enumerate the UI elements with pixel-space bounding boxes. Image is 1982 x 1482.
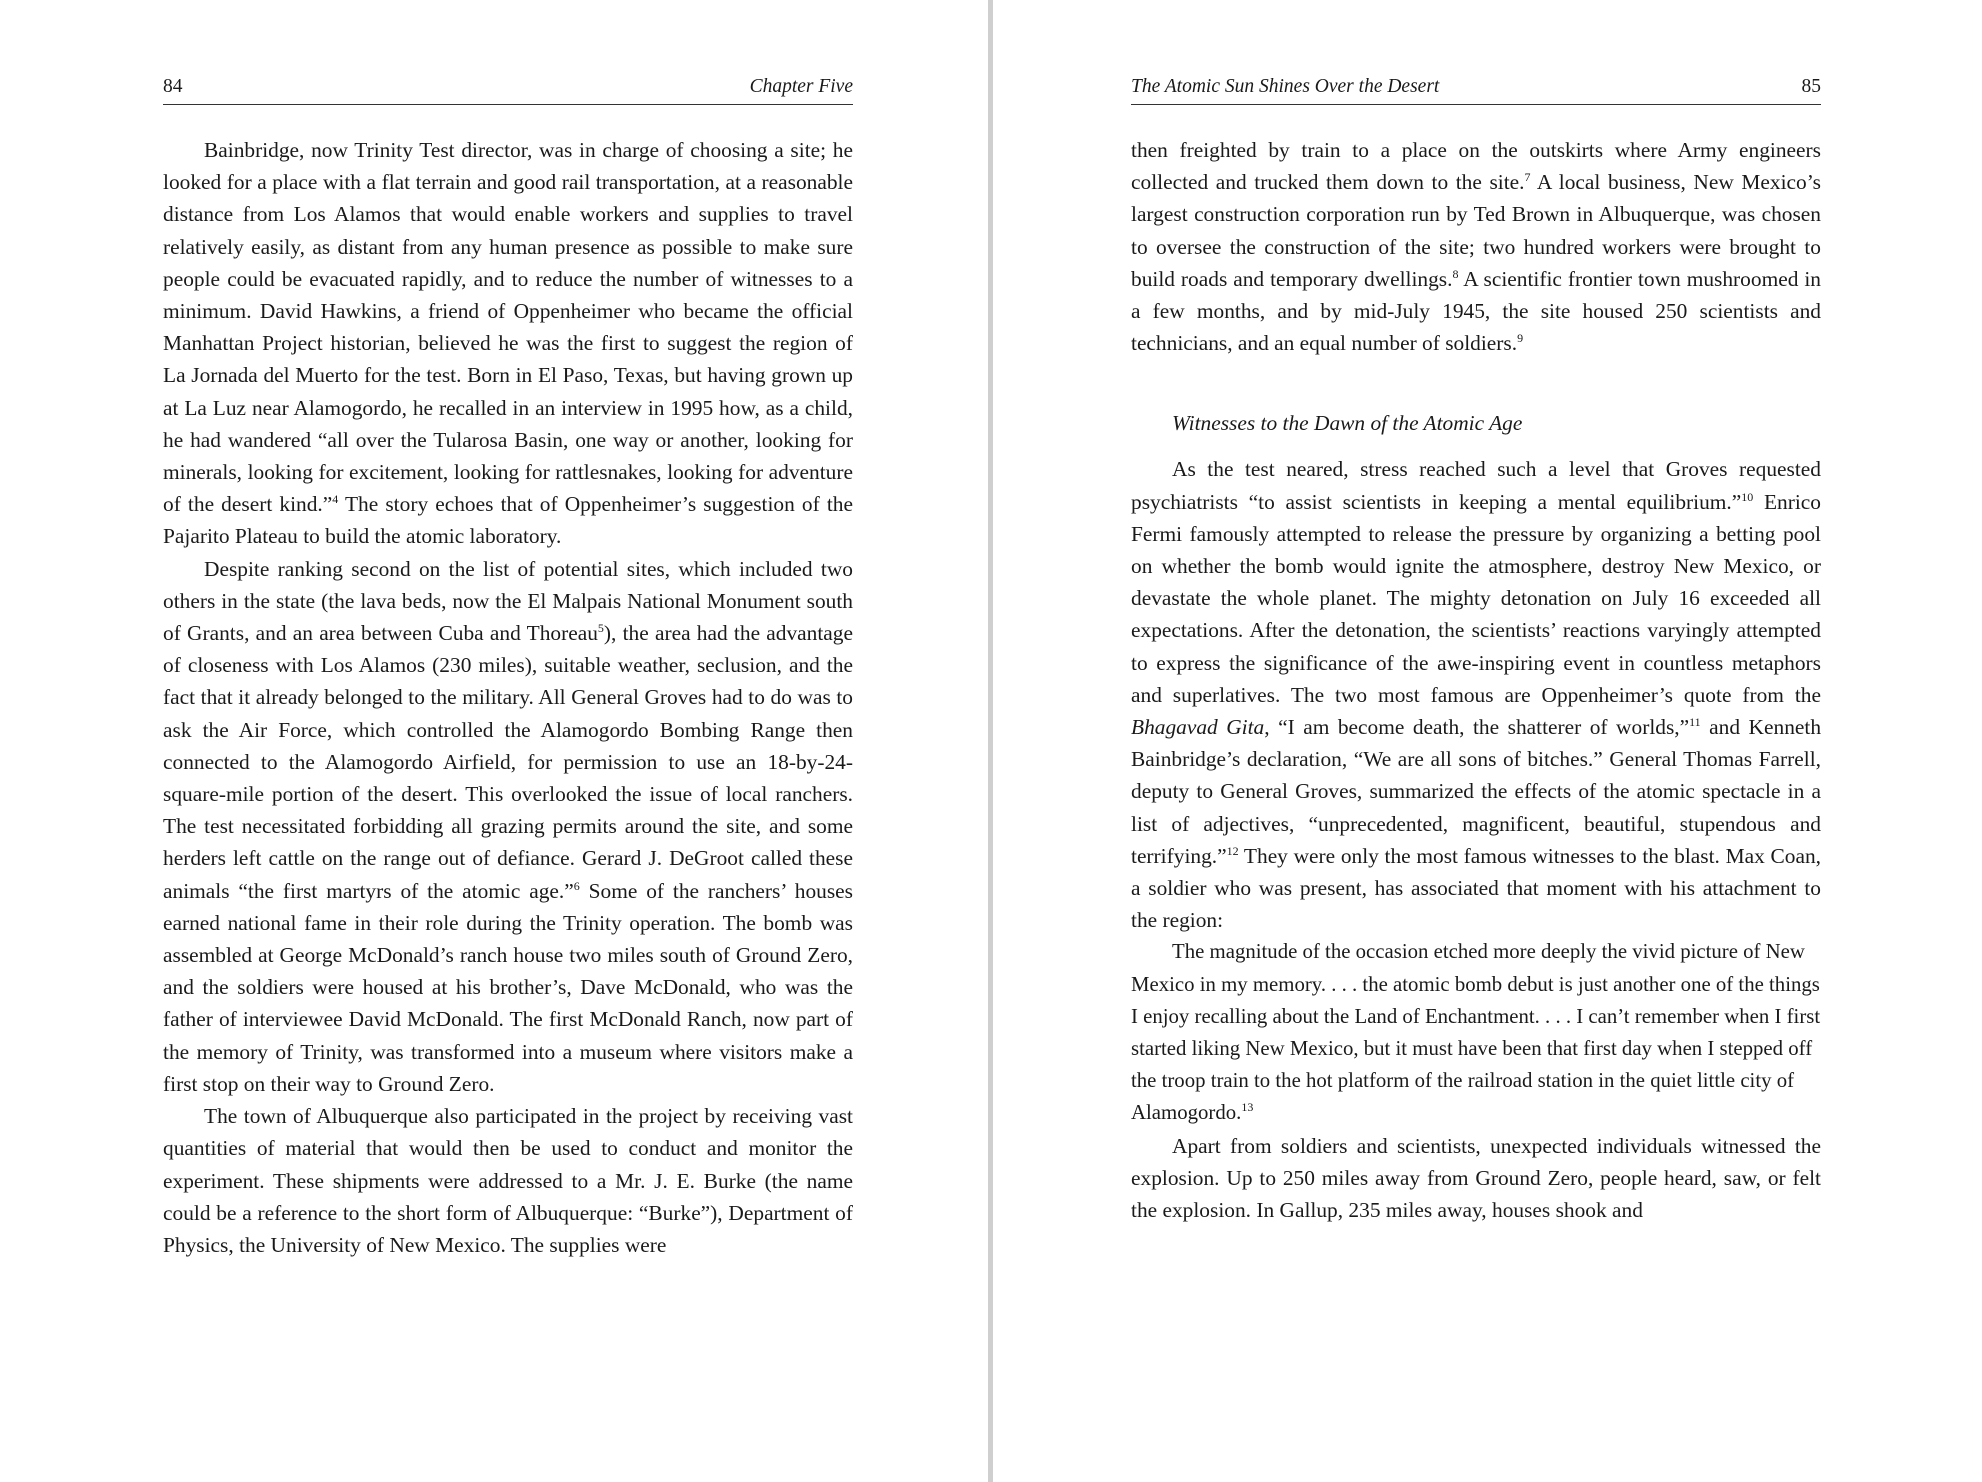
paragraph — [1131, 134, 1821, 359]
text-run: Apart from soldiers and scientists, unexpected individuals witnessed the explosion. Up to 250 miles away from Ground Zero, people heard, saw, or felt the explosion. In Gallup, 235 miles away, houses shook and — [1131, 1133, 1821, 1223]
text-run: A local business, New Mexico’s largest construction corporation run by Ted Brown in Albuquerque, was chosen to oversee the construction of the site; two hundred workers were brought to build roads and temporary dwellings. — [1131, 170, 1821, 291]
text-run: As the test neared, stress reached such a level that Groves requested psychiatrists “to assist scientists in keeping a mental equilibrium.” — [1131, 457, 1821, 514]
text-run: Despite ranking second on the list of potential sites, which included two others in the state (the lava beds, now the El Malpais National Monument south of Grants, and an area between Cuba and Thoreau — [163, 556, 853, 646]
text-run: Bainbridge, now Trinity Test director, was in charge of choosing a site; he looked for a place with a flat terrain and good rail transportation, at a reasonable distance from Los Alamos that would enable workers and supplies to travel relatively easily, as distant from any human presence as possible to make sure people could be evacuated rapidly, and to reduce the number of witnesses to a minimum. David Hawkins, a friend of Oppenheimer who became the official Manhattan Project historian, believed he was the first to suggest the region of La Jornada del Muerto for the test. Born in El Paso, Texas, but having grown up at La Luz near Alamogordo, he recalled in an interview in 1995 how, as a child, he had wandered “all over the Tularosa Basin, one way or another, looking for minerals, looking for excitement, looking for rattlesnakes, looking for adventure of the desert kind.” — [163, 138, 853, 517]
paragraph — [1131, 1130, 1821, 1227]
chapter-title: The Atomic Sun Shines Over the Desert — [1131, 76, 1440, 97]
left-page-body — [163, 134, 853, 1261]
footnote-marker: 6 — [573, 878, 580, 893]
book-title: Bhagavad Gita — [1131, 715, 1265, 740]
right-page — [1131, 0, 1821, 1482]
text-run: , “I am become death, the shatterer of worlds,” — [1264, 715, 1690, 740]
text-run: They were only the most famous witnesses to the blast. Max Coan, a soldier who was present, has associated that moment with his attachment to the region: — [1131, 843, 1821, 933]
text-run: The town of Albuquerque also participated in the project by receiving vast quantities of material that would then be used to conduct and monitor the experiment. These shipments were addressed to a Mr. J. E. Burke (the name could be a reference to the short form of Albuquerque: “Burke”), Department of Physics, the University of New Mexico. The supplies were — [163, 1104, 853, 1257]
footnote-marker: 11 — [1689, 715, 1701, 730]
footnote-marker: 9 — [1517, 331, 1524, 346]
text-run: The story echoes that of Oppenheimer’s suggestion of the Pajarito Plateau to build the atomic laboratory. — [163, 492, 853, 549]
footnote-marker: 4 — [332, 492, 339, 507]
footnote-marker: 5 — [597, 621, 604, 636]
page-number: 85 — [1801, 76, 1821, 97]
right-page-body — [1131, 134, 1821, 1226]
text-run: then freighted by train to a place on the outskirts where Army engineers collected and trucked them down to the site. — [1131, 138, 1821, 195]
chapter-title: Chapter Five — [749, 76, 853, 97]
text-run: Enrico Fermi famously attempted to release the pressure by organizing a betting pool on whether the bomb would ignite the atmosphere, destroy New Mexico, or devastate the whole planet. The mighty detonation on July 16 exceeded all expectations. After the detonation, the scientists’ reactions varyingly attempted to express the significance of the awe-inspiring event in countless metaphors and superlatives. The two most famous are Oppenheimer’s quote from the — [1131, 489, 1821, 707]
section-heading: Witnesses to the Dawn of the Atomic Age — [1172, 411, 1523, 436]
block-quote — [1131, 936, 1821, 1129]
text-run: and Kenneth Bainbridge’s declaration, “We are all sons of bitches.” General Thomas Farrell, deputy to General Groves, summarized the effects of the atomic spectacle in a list of adjectives, “unprecedented, magnificent, beautiful, stupendous and terrifying.” — [1131, 715, 1822, 868]
paragraph — [163, 1100, 853, 1261]
paragraph — [1131, 453, 1821, 936]
book-gutter — [988, 0, 993, 1482]
text-run: Some of the ranchers’ houses earned national fame in their role during the Trinity operation. The bomb was assembled at George McDonald’s ranch house two miles south of Ground Zero, and the soldiers were housed at his brother’s, Dave McDonald, who was the father of interviewee David McDonald. The first McDonald Ranch, now part of the memory of Trinity, was transformed into a museum where visitors make a first stop on their way to Ground Zero. — [163, 878, 853, 1096]
paragraph — [163, 134, 853, 553]
right-running-head — [1131, 74, 1821, 105]
left-page — [163, 0, 853, 1482]
footnote-marker: 8 — [1452, 266, 1459, 281]
page-number: 84 — [163, 76, 183, 97]
footnote-marker: 7 — [1524, 170, 1531, 185]
left-running-head — [163, 74, 853, 105]
paragraph — [163, 553, 853, 1100]
text-run: ), the area had the advantage of closeness with Los Alamos (230 miles), suitable weather, seclusion, and the fact that it already belonged to the military. All General Groves had to do was to ask the Air Force, which controlled the Alamogordo Bombing Range then connected to the Alamogordo Airfield, for permission to use an 18-by-24-square-mile portion of the desert. This overlooked the issue of local ranchers. The test necessitated forbidding all grazing permits around the site, and some herders left cattle on the range out of defiance. Gerard J. DeGroot called these animals “the first martyrs of the atomic age.” — [163, 621, 853, 903]
text-run: A scientific frontier town mushroomed in a few months, and by mid-July 1945, the site housed 250 scientists and technicians, and an equal number of soldiers. — [1131, 266, 1822, 356]
footnote-marker: 13 — [1241, 1100, 1254, 1115]
text-run: The magnitude of the occasion etched more deeply the vivid picture of New Mexico in my memory. . . . the atomic bomb debut is just another one of the things I enjoy recalling about the Land of Enchantment. . . . I can’t remember when I first started liking New Mexico, but it must have been that first day when I stepped off the troop train to the hot platform of the railroad station in the quiet little city of Alamogordo. — [1131, 940, 1821, 1125]
footnote-marker: 10 — [1741, 489, 1754, 504]
footnote-marker: 12 — [1226, 843, 1239, 858]
